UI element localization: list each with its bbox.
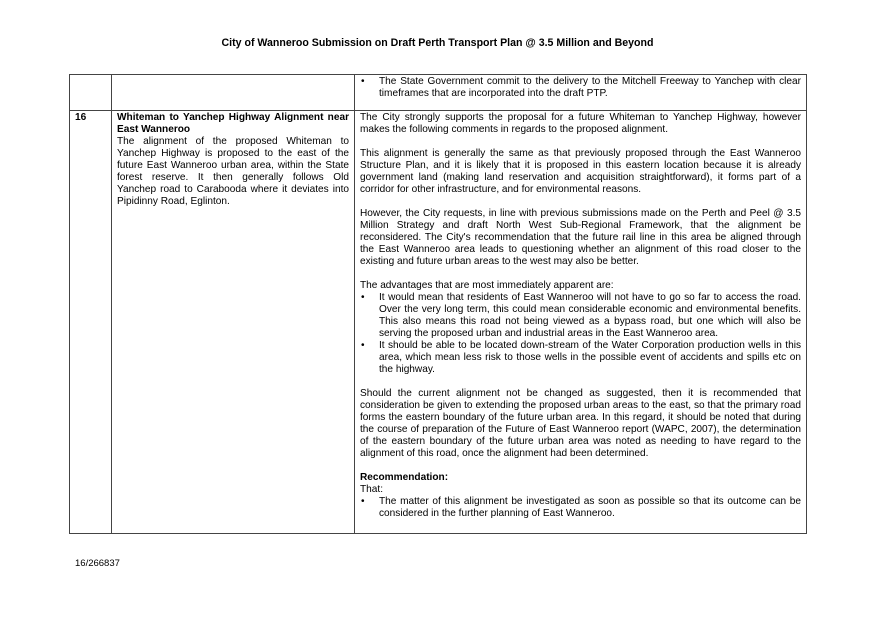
list-item: • The State Government commit to the delivery to the Mitchell Freeway to Yanchep with clear timeframes that are incorporated into the draft PTP.	[360, 76, 801, 100]
page-title: City of Wanneroo Submission on Draft Perth Transport Plan @ 3.5 Million and Beyond	[221, 37, 654, 49]
list-item: • It would mean that residents of East Wanneroo will not have to go so far to access the road. Over the very long term, this could mean considerable economic and environmental benefits. This also means this road not being viewed as a bypass road, but one which will also be serving the proposed urban and industrial areas in the East Wanneroo area.	[360, 292, 801, 340]
submission-table	[69, 74, 807, 534]
advantages-list	[360, 292, 801, 376]
list-item: • It should be able to be located down-stream of the Water Corporation production wells in this area, which mean less risk to those wells in the possible event of accidents and spills etc on the highway.	[360, 340, 801, 376]
recommendation-intro: That:	[360, 484, 384, 495]
comment-paragraph: However, the City requests, in line with previous submissions made on the Perth and Peel @ 3.5 Million Strategy and draft North West Sub-Regional Framework, that the alignment be reconsidered. The City's recommendation that the future rail line in this area be aligned through the East Wanneroo area leads to questioning whether an alignment of this road closer to the existing and future urban areas to the west may also be better.	[360, 208, 801, 267]
comment-cell	[355, 75, 807, 111]
topic-cell	[112, 111, 355, 534]
document-reference: 16/266837	[75, 558, 120, 569]
comment-cell	[355, 111, 807, 534]
item-number-cell	[70, 75, 112, 111]
recommendation-list	[360, 496, 801, 520]
table-row	[70, 111, 807, 534]
comment-paragraph: This alignment is generally the same as that previously proposed through the East Wanneroo Structure Plan, and it is likely that it is proposed in this eastern location because it is already government land (making land reservation and acquisition straightforward), it forms part of a corridor for other infrastructure, and for environmental reasons.	[360, 148, 801, 195]
item-number: 16	[75, 112, 87, 123]
recommendation-heading: Recommendation:	[360, 472, 449, 483]
comment-paragraph: The City strongly supports the proposal for a future Whiteman to Yanchep Highway, however makes the following comments in regards to the proposed alignment.	[360, 112, 801, 135]
list-item: • The matter of this alignment be investigated as soon as possible so that its outcome can be considered in the further planning of East Wanneroo.	[360, 496, 801, 520]
topic-title: Whiteman to Yanchep Highway Alignment near East Wanneroo	[117, 112, 349, 135]
topic-description: The alignment of the proposed Whiteman to Yanchep Highway is proposed to the east of the future East Wanneroo urban area, within the State forest reserve. It then generally follows Old Yanchep road to Carabooda where it deviates into Pipidinny Road, Eglinton.	[117, 136, 349, 207]
comment-paragraph: The advantages that are most immediately apparent are:	[360, 280, 614, 291]
table-row	[70, 75, 807, 111]
item-number-cell	[70, 111, 112, 534]
topic-cell	[112, 75, 355, 111]
comment-paragraph: Should the current alignment not be changed as suggested, then it is recommended that consideration be given to extending the proposed urban areas to the east, so that the primary road forms the eastern boundary of the future urban area. In this regard, it should be noted that during the course of preparation of the Future of East Wanneroo report (WAPC, 2007), the determination of the eastern boundary of the future urban area was noted as needing to have regard to the alignment of this road, once the alignment had been determined.	[360, 388, 801, 459]
bullet-list	[360, 76, 801, 100]
